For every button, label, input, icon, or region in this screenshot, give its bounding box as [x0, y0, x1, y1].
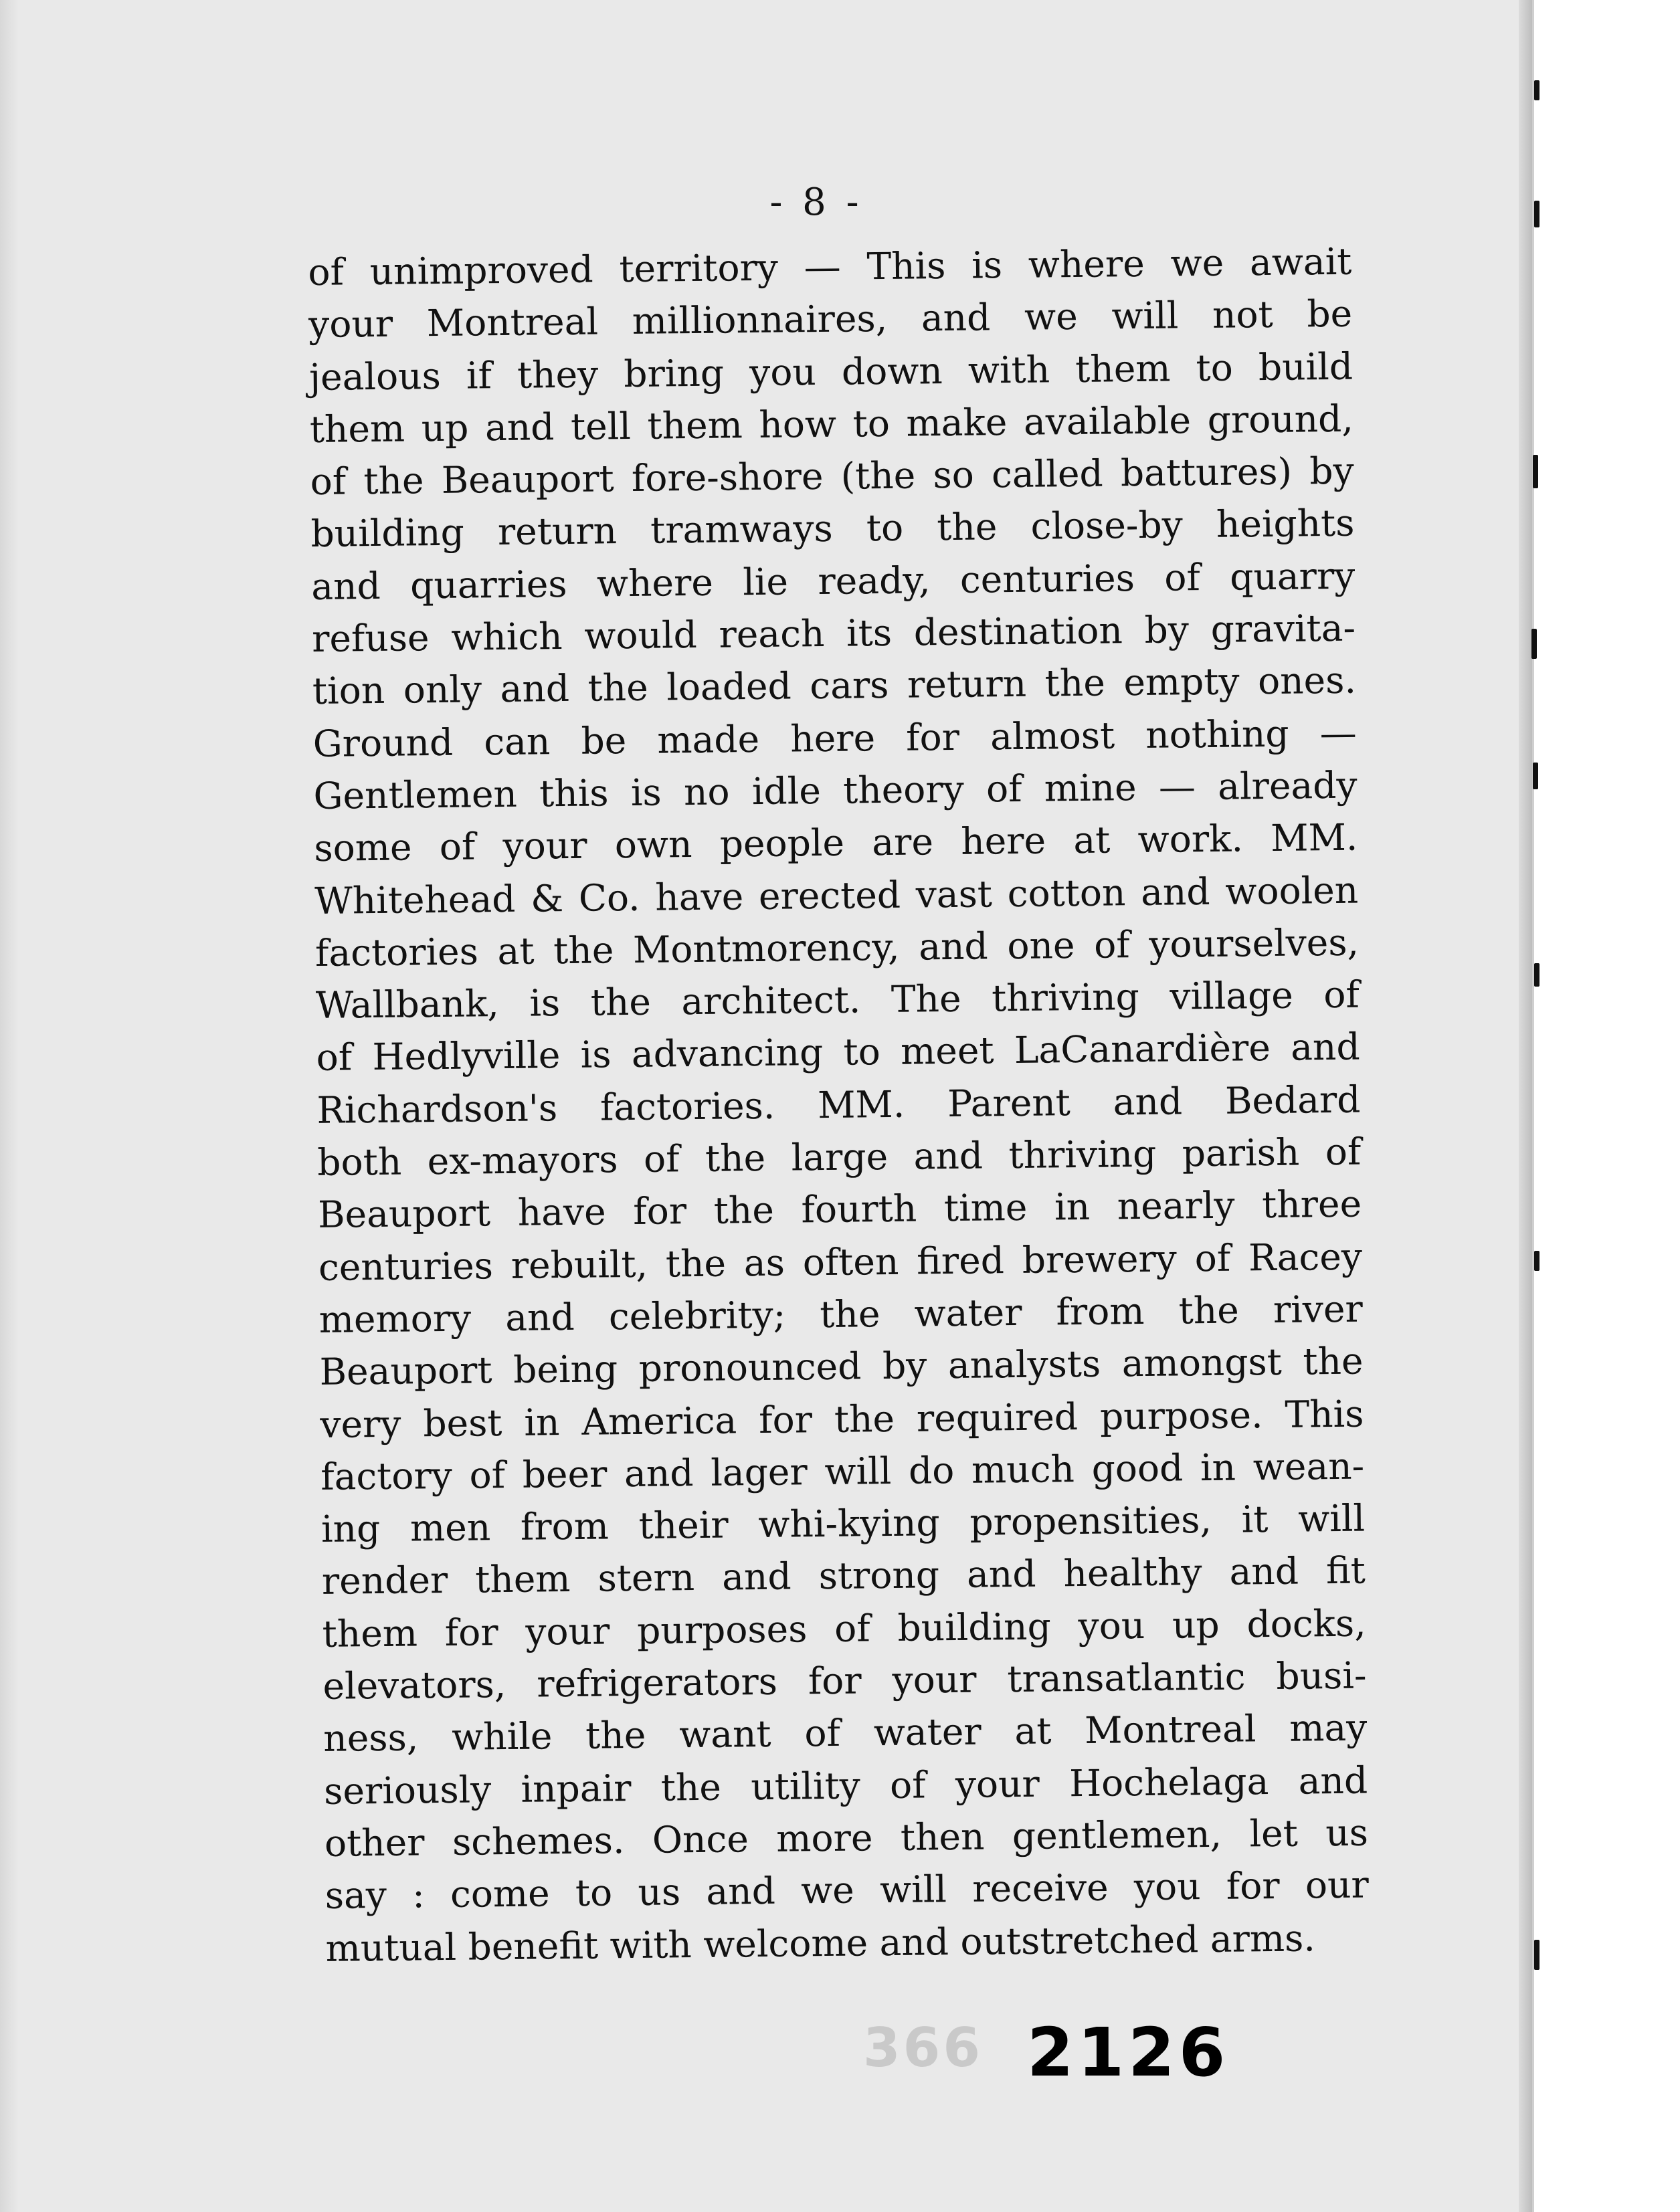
- text-line: say : come to us and we will receive you for our: [324, 1863, 1370, 1918]
- text-line: Beauport have for the fourth time in nearly three: [317, 1182, 1362, 1237]
- text-line: ing men from their whi-kying propensities, it will: [320, 1496, 1366, 1551]
- edge-mark: [1534, 1251, 1539, 1271]
- page-number: - 8 -: [769, 181, 863, 224]
- text-line: of unimproved territory — This is where we await: [308, 239, 1352, 294]
- text-line: jealous if they bring you down with them to build: [308, 344, 1354, 399]
- edge-mark: [1534, 201, 1539, 227]
- text-line: them for your purposes of building you up docks,: [322, 1601, 1366, 1655]
- text-line: factory of beer and lager will do much good in wean-: [320, 1444, 1365, 1498]
- body-text: [308, 235, 1370, 1975]
- edge-mark: [1533, 763, 1538, 789]
- text-line: factories at the Montmorency, and one of yourselves,: [314, 920, 1360, 975]
- text-line: Ground can be made here for almost nothing —: [312, 711, 1358, 765]
- text-line: some of your own people are here at work. MM.: [314, 815, 1358, 870]
- edge-mark: [1531, 629, 1537, 659]
- text-line: mutual benefit with welcome and outstretched arms.: [325, 1916, 1316, 1970]
- text-line: centuries rebuilt, the as often fired brewery of Racey: [318, 1235, 1363, 1289]
- text-line: render them stern and strong and healthy and fit: [321, 1548, 1366, 1603]
- text-line: of the Beauport fore-shore (the so called battures) by: [310, 449, 1354, 504]
- text-line: ness, while the want of water at Montreal may: [323, 1706, 1368, 1761]
- page-edge: [1519, 0, 1532, 2212]
- text-line: Wallbank, is the architect. The thriving village of: [315, 973, 1360, 1027]
- edge-mark: [1533, 455, 1538, 488]
- text-line: your Montreal millionnaires, and we will not be: [308, 292, 1353, 346]
- text-line: Gentlemen this is no idle theory of mine — already: [313, 763, 1358, 817]
- text-line: Richardson's factories. MM. Parent and Bedard: [316, 1078, 1361, 1132]
- edge-mark: [1534, 80, 1539, 100]
- text-line: Beauport being pronounced by analysts amongst the: [319, 1339, 1364, 1394]
- text-line: building return tramways to the close-by heights: [310, 502, 1355, 556]
- catalog-stamp-number: 2126: [1027, 2013, 1230, 2092]
- text-line: Whitehead & Co. have erected vast cotton and woolen: [314, 868, 1359, 922]
- text-line: very best in America for the required purpose. This: [320, 1392, 1364, 1446]
- edge-mark: [1534, 963, 1539, 987]
- text-line: seriously inpair the utility of your Hochelaga and: [323, 1758, 1368, 1813]
- faded-stamp-number: 366: [863, 2017, 983, 2079]
- text-line: them up and tell them how to make available ground,: [309, 397, 1354, 451]
- text-line: and quarries where lie ready, centuries of quarry: [310, 554, 1356, 608]
- text-line: elevators, refrigerators for your transatlantic busi-: [322, 1653, 1367, 1708]
- text-line: refuse which would reach its destination by gravita-: [311, 606, 1356, 661]
- text-line: memory and celebrity; the water from the river: [318, 1287, 1364, 1341]
- edge-mark: [1534, 1940, 1539, 1970]
- text-line: tion only and the loaded cars return the empty ones.: [312, 659, 1357, 713]
- text-line: both ex-mayors of the large and thriving parish of: [317, 1130, 1362, 1184]
- text-line: of Hedlyville is advancing to meet LaCanardière and: [316, 1025, 1360, 1080]
- text-line: other schemes. Once more then gentlemen, let us: [324, 1811, 1369, 1865]
- scan-margin: [1532, 0, 1680, 2212]
- page-shadow: [0, 0, 19, 2212]
